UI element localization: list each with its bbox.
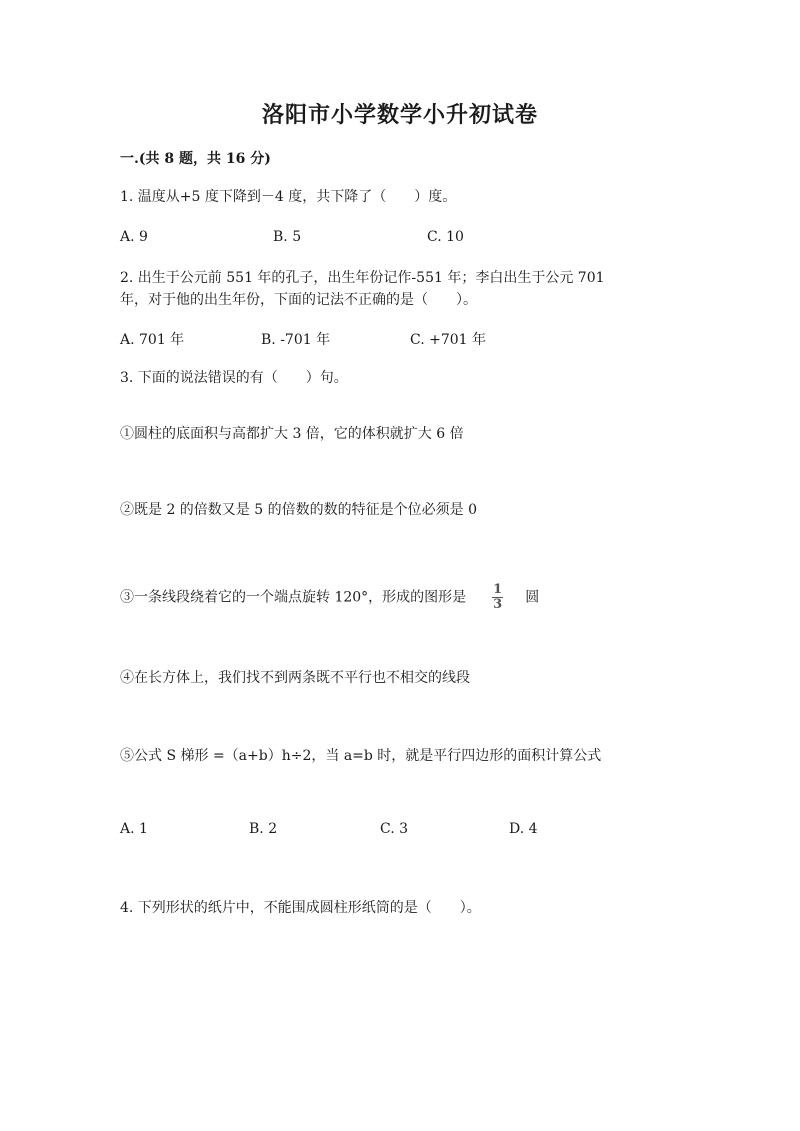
question-2-text-line1: 2. 出生于公元前 551 年的孔子，出生年份记作-551 年；李白出生于公元 701 (120, 270, 605, 286)
question-1-option-c: C. 10 (427, 229, 464, 245)
fraction-numerator: 1 (493, 582, 503, 597)
page-title: 洛阳市小学数学小升初试卷 (261, 102, 538, 128)
question-3-statement-4: ④在长方体上，我们找不到两条既不平行也不相交的线段 (120, 670, 470, 686)
question-1-option-a: A. 9 (120, 229, 148, 245)
question-3-statement-3 (120, 583, 539, 612)
fraction-denominator: 3 (493, 597, 503, 612)
question-3-text: 3. 下面的说法错误的有（ ）句。 (120, 370, 348, 386)
question-3-option-a: A. 1 (120, 821, 148, 837)
question-3-statement-1: ①圆柱的底面积与高都扩大 3 倍，它的体积就扩大 6 倍 (120, 426, 464, 442)
question-1-option-b: B. 5 (273, 229, 302, 245)
question-4-text: 4. 下列形状的纸片中，不能围成圆柱形纸筒的是（ ）。 (120, 900, 481, 916)
question-2-option-a: A. 701 年 (120, 332, 185, 348)
question-2-option-b: B. -701 年 (261, 332, 331, 348)
question-3-statement-5: ⑤公式 S 梯形 =（a+b）h÷2，当 a=b 时，就是平行四边形的面积计算公式 (120, 748, 602, 764)
question-1-text: 1. 温度从+5 度下降到－4 度，共下降了（ ）度。 (120, 189, 457, 205)
question-3-statement-3-suffix: 圆 (525, 589, 540, 606)
question-3-option-d: D. 4 (509, 821, 538, 837)
question-3-statement-3-text: ③一条线段绕着它的一个端点旋转 120°，形成的图形是 (120, 589, 467, 606)
question-3-statement-2: ②既是 2 的倍数又是 5 的倍数的数的特征是个位必须是 0 (120, 502, 477, 518)
question-2-option-c: C. +701 年 (410, 332, 487, 348)
question-3-option-b: B. 2 (249, 821, 278, 837)
question-2-text-line2: 年，对于他的出生年份，下面的记法不正确的是（ ）。 (120, 292, 477, 308)
question-3-option-c: C. 3 (380, 821, 409, 837)
section-heading: 一.(共 8 题，共 16 分) (120, 151, 271, 167)
fraction-one-third (492, 583, 503, 612)
